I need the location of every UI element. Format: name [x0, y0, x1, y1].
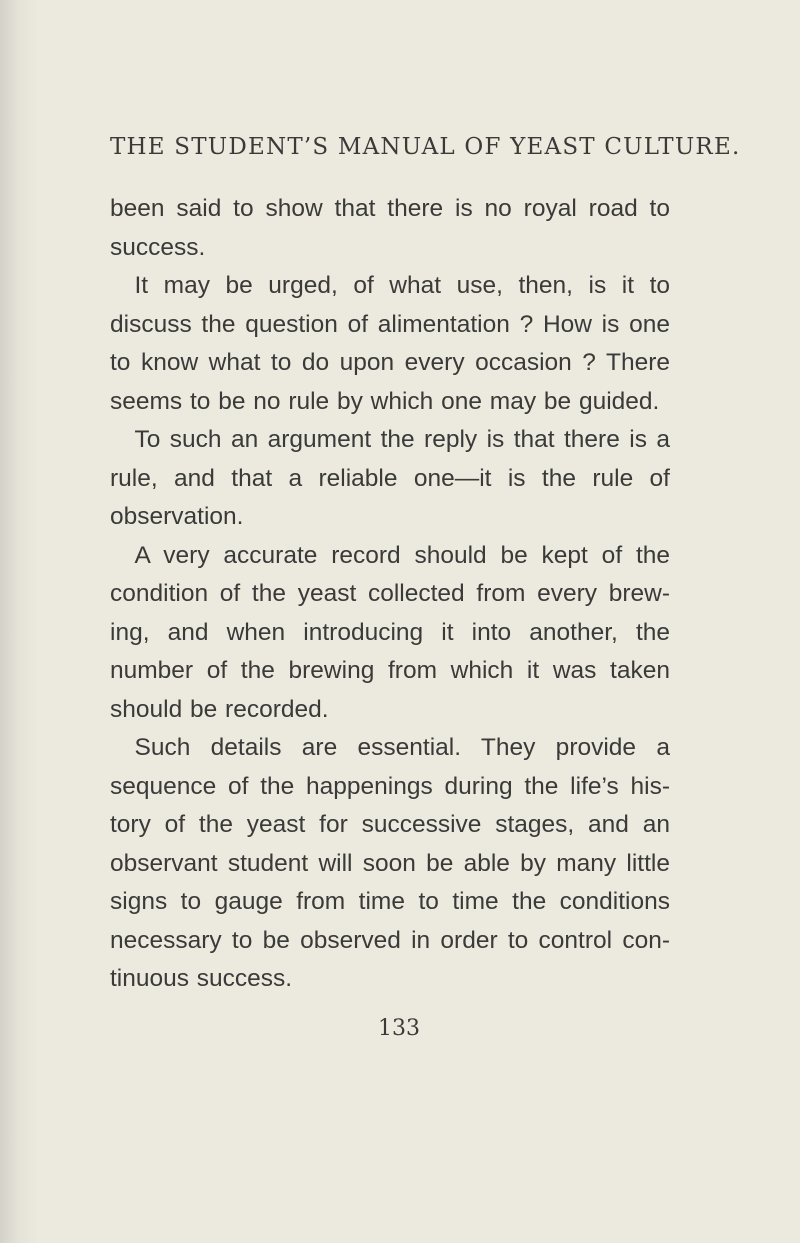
- paragraph-continued: been said to show that there is no royal road to success.: [110, 195, 670, 261]
- paragraph-details-essential: Such details are essential. They provide a sequence of the happenings during the life’s his- tory of the yeast for successive stages, and an observant student will soon be able by many little signs to gauge from time to time the conditions necessary to be observed in order to control con- tinuous success.: [110, 734, 670, 992]
- paragraph-alimentation-question: It may be urged, of what use, then, is it to discuss the question of alimentation ? How is one to know what to do upon every occasion ? There seems to be no rule by which one may be guided.: [110, 272, 670, 415]
- paragraph-rule-of-observation: To such an argument the reply is that there is a rule, and that a reliable one—it is the rule of observation.: [110, 426, 670, 530]
- page-number: 133: [378, 1016, 420, 1041]
- paragraph-accurate-record: A very accurate record should be kept of the condition of the yeast collected from every brew- ing, and when introducing it into another, the number of the brewing from which it was taken should be recorded.: [110, 541, 670, 723]
- body-text: [110, 190, 670, 999]
- running-head: THE STUDENT’S MANUAL OF YEAST CULTURE.: [110, 134, 741, 160]
